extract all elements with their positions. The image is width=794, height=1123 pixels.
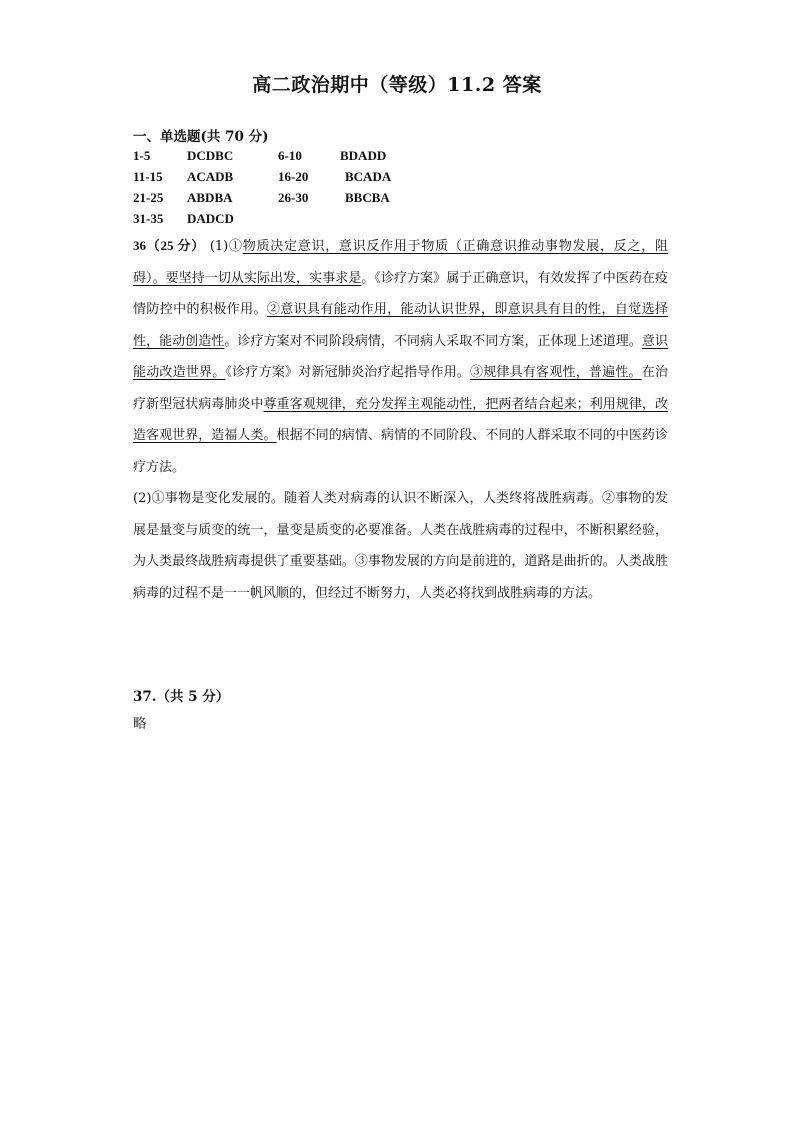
q36-text: 《诊疗方案》对新冠肺炎治疗起指导作用。	[225, 365, 470, 380]
q36-part1-prefix: (1)①	[209, 239, 243, 254]
range-label: 1-5	[133, 148, 151, 163]
answer-letters: DADCD	[187, 211, 234, 226]
question-37-answer: 略	[133, 716, 147, 732]
q36-part1	[133, 230, 668, 483]
q36-part2: (2)①事物是变化发展的。随着人类对病毒的认识不断深入，人类终将战胜病毒。②事物的发展是量变与质变的统一，量变是质变的必要准备。人类在战胜病毒的过程中，不断积累经验，为人类最终战胜病毒提供了重要基础。③事物发展的方向是前进的，道路是曲折的。人类战胜病毒的过程不是一一帆风顺的，但经过不断努力，人类必将找到战胜病毒的方法。	[133, 491, 668, 601]
range-label: 31-35	[133, 211, 164, 226]
answer-letters: BBCBA	[345, 190, 390, 205]
answer-letters: DCDBC	[187, 148, 234, 163]
question-37-label: 37.（共 5 分）	[133, 689, 230, 705]
answer-letters: ABDBA	[187, 190, 233, 205]
underlined-key-point: 尊重客观规律，充分发挥主观能动性，把两者结合起来；利用规律，改造客观世界，造福人类。	[133, 396, 668, 443]
range-label: 16-20	[278, 169, 309, 184]
answer-letters: BCADA	[345, 169, 392, 184]
underlined-key-point: ②意识具有能动作用，能动认识世界，即意识具有目的性，自觉选择性，能动创造性	[133, 302, 668, 349]
range-label: 21-25	[133, 190, 164, 205]
q36-text: 。《诊疗方案》属于正确意识，有效发挥了中医药在疫情防控中的积极作用。	[133, 270, 668, 317]
underlined-key-point: 物质决定意识，意识反作用于物质（正确意识推动事物发展，反之，阻碍）。要坚持一切从实际出发，实事求是	[133, 239, 668, 286]
underlined-key-point: 意识能动改造世界。	[133, 333, 668, 380]
range-label: 26-30	[278, 190, 309, 205]
q36-text: 根据不同的病情、病情的不同阶段、不同的人群采取不同的中医药诊疗方法。	[133, 428, 668, 475]
answer-letters: BDADD	[340, 148, 387, 163]
q36-label: 36（25 分）	[133, 238, 205, 253]
page-title: 高二政治期中（等级）11.2 答案	[252, 74, 542, 96]
range-label: 6-10	[278, 148, 302, 163]
range-label: 11-15	[133, 169, 163, 184]
answer-letters: ACADB	[187, 169, 234, 184]
q36-text: 在治疗新型冠状病毒肺炎中	[133, 365, 668, 412]
question-36-answer	[133, 230, 668, 609]
underlined-key-point: ③规律具有客观性，普遍性。	[470, 365, 642, 380]
section-heading-single-choice: 一、单选题(共 70 分)	[133, 129, 269, 145]
q36-text: 。诊疗方案对不同阶段病情，不同病人采取不同方案，正体现上述道理。	[224, 333, 642, 349]
